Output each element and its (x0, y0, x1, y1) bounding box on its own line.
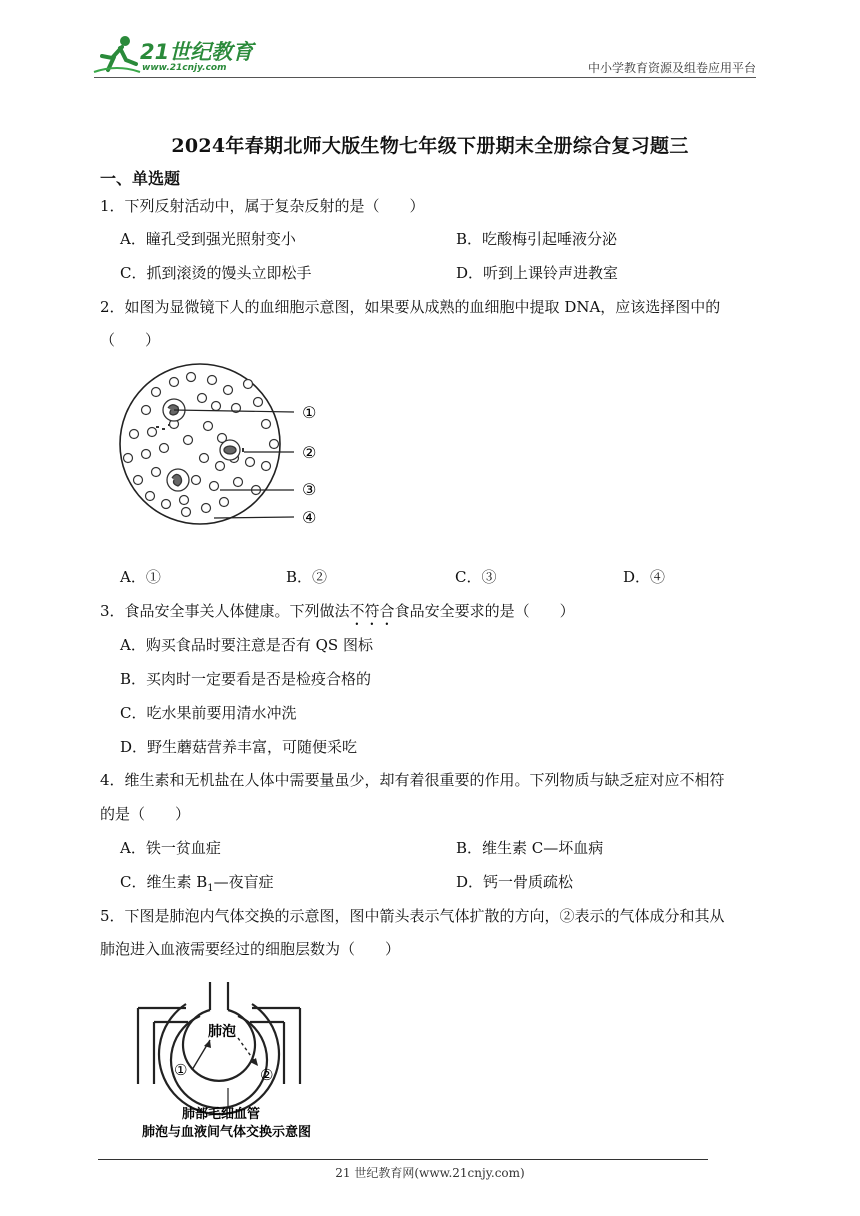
header-logo (92, 34, 262, 78)
fig-label-2: ② (302, 443, 317, 462)
q3-option-b[interactable]: B．买肉时一定要看是否是检疫合格的 (120, 670, 372, 688)
q3-stem-post: 食品安全要求的是（ ） (394, 602, 575, 620)
alveolus-diagram (130, 972, 360, 1140)
white-blood-cell-2 (220, 440, 240, 460)
fig-capillary-label: 肺部毛细血管 (182, 1107, 261, 1122)
q2-option-c[interactable]: C．③ (455, 568, 497, 586)
document-title: 2024年春期北师大版生物七年级下册期末全册综合复习题三 (171, 135, 689, 157)
fig-caption: 肺泡与血液间气体交换示意图 (142, 1125, 312, 1140)
fig-gas-label-2: ② (260, 1066, 274, 1084)
q3-option-d[interactable]: D．野生蘑菇营养丰富，可随便采吃 (120, 738, 358, 756)
q1-option-a[interactable]: A．瞳孔受到强光照射变小 (120, 230, 296, 248)
q1-option-d[interactable]: D．听到上课铃声进教室 (456, 264, 619, 282)
footer-text[interactable]: 21 世纪教育网(www.21cnjy.com) (335, 1166, 525, 1180)
fig-label-3: ③ (302, 480, 317, 499)
q4-option-c-post: —夜盲症 (213, 873, 274, 891)
q4-option-c-sub: 1 (207, 883, 214, 894)
q1-option-c[interactable]: C．抓到滚烫的馒头立即松手 (120, 264, 312, 282)
section-heading: 一、单选题 (100, 169, 181, 188)
fig-label-4: ④ (302, 508, 317, 527)
q2-stem-line1: 2．如图为显微镜下人的血细胞示意图，如果要从成熟的血细胞中提取 DNA，应该选择图中的 (100, 298, 721, 316)
q1-stem: 1．下列反射活动中，属于复杂反射的是（ ） (100, 197, 425, 215)
q5-stem-line2: 肺泡进入血液需要经过的细胞层数为（ ） (100, 940, 401, 958)
q4-option-c[interactable] (120, 871, 274, 900)
q4-option-c-pre: C．维生素 B (120, 873, 208, 891)
footer-divider (98, 1159, 708, 1160)
white-blood-cell-3 (167, 469, 189, 491)
q3-stem (100, 600, 575, 629)
fig-label-1: ① (302, 403, 317, 422)
header-divider (94, 77, 756, 78)
q5-stem-line1: 5．下图是肺泡内气体交换的示意图，图中箭头表示气体扩散的方向，②表示的气体成分和其从 (100, 907, 725, 925)
q2-option-a[interactable]: A．① (120, 568, 161, 586)
q4-option-d[interactable]: D．钙一骨质疏松 (456, 873, 574, 891)
header-platform: 中小学教育资源及组卷应用平台 (587, 61, 756, 75)
q3-stem-pre: 3．食品安全事关人体健康。下列做法 (100, 602, 350, 620)
q2-option-b[interactable]: B．② (286, 568, 328, 586)
q4-stem-line1: 4．维生素和无机盐在人体中需要量虽少，却有着很重要的作用。下列物质与缺乏症对应不相符 (100, 771, 725, 789)
q4-option-a[interactable]: A．铁一贫血症 (120, 839, 221, 857)
q1-option-b[interactable]: B．吃酸梅引起唾液分泌 (456, 230, 618, 248)
fig-alveolus-label: 肺泡 (208, 1024, 236, 1040)
q2-option-d[interactable]: D．④ (623, 568, 666, 586)
fig-gas-label-1: ① (174, 1061, 188, 1079)
blood-cell-diagram (116, 362, 356, 532)
logo-url-text: www.21cnjy.com (142, 63, 227, 73)
logo-main-text: 21世纪教育 (140, 40, 254, 64)
q3-option-c[interactable]: C．吃水果前要用清水冲洗 (120, 704, 297, 722)
q4-stem-line2: 的是（ ） (100, 805, 191, 823)
q3-stem-emphasis: 不符合 (349, 602, 395, 620)
runner-logo-icon (92, 34, 142, 76)
q3-option-a[interactable]: A．购买食品时要注意是否有 QS 图标 (120, 636, 373, 654)
q2-stem-line2: （ ） (100, 331, 161, 349)
q4-option-b[interactable]: B．维生素 C—坏血病 (456, 839, 604, 857)
